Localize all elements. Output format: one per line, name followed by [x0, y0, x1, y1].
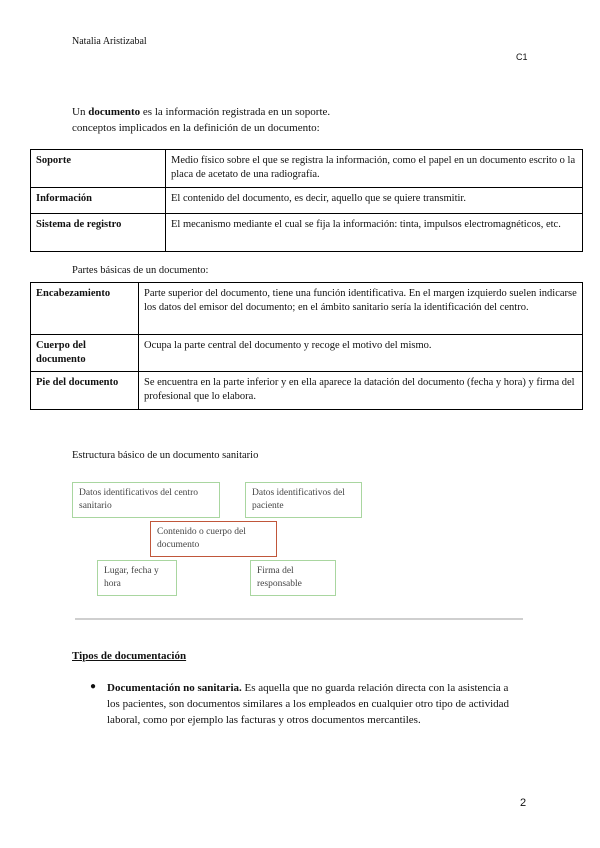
table-row	[31, 372, 583, 410]
term-cell: Encabezamiento	[31, 283, 139, 335]
intro-line-1: Un documento es la información registrada en un soporte.	[72, 106, 331, 118]
table-row	[31, 150, 583, 188]
diagram-box-center-data: Datos identificativos del centro sanitario	[72, 482, 220, 518]
definition-cell: Parte superior del documento, tiene una función identificativa. En el margen izquierdo suelen indicarse los datos del emisor del documento; en el ámbito sanitario sería la identificación del centro.	[139, 283, 583, 335]
diagram-box-patient-data: Datos identificativos del paciente	[245, 482, 362, 518]
horizontal-divider	[75, 618, 523, 620]
section-title: Tipos de documentación	[72, 650, 187, 662]
definition-cell: Medio físico sobre el que se registra la información, como el papel en un documento escrito o la placa de acetato de una radiografía.	[166, 150, 583, 188]
header-author: Natalia Aristizabal	[72, 36, 147, 47]
intro-paragraph	[72, 104, 532, 136]
list-item	[107, 680, 512, 728]
definition-cell: El mecanismo mediante el cual se fija la información: tinta, impulsos electromagnéticos, etc.	[166, 214, 583, 252]
diagram-box-place-date: Lugar, fecha y hora	[97, 560, 177, 596]
table-row	[31, 214, 583, 252]
list-item-text: Es aquella que no guarda relación directa con la asistencia a los pacientes, son documentos similares a los empleados en cualquier otro tipo de actividad laboral, como por ejemplo las facturas y otros documentos mercantiles.	[107, 682, 510, 726]
intro-line-2: conceptos implicados en la definición de un documento:	[72, 122, 320, 134]
bullet-icon: ●	[90, 681, 97, 692]
header-code: C1	[516, 52, 528, 62]
term-cell: Pie del documento	[31, 372, 139, 410]
table-row	[31, 335, 583, 372]
intro-keyword: documento	[88, 106, 141, 118]
table-row	[31, 188, 583, 214]
definition-cell: Ocupa la parte central del documento y recoge el motivo del mismo.	[139, 335, 583, 372]
definition-cell: Se encuentra en la parte inferior y en ella aparece la datación del documento (fecha y hora) y firma del profesional que lo elabora.	[139, 372, 583, 410]
diagram-box-signature: Firma del responsable	[250, 560, 336, 596]
diagram-box-content: Contenido o cuerpo del documento	[150, 521, 277, 557]
structure-heading: Estructura básico de un documento sanitario	[72, 450, 259, 461]
parts-table	[30, 282, 583, 410]
term-cell: Información	[31, 188, 166, 214]
term-cell: Cuerpo del documento	[31, 335, 139, 372]
concepts-table	[30, 149, 583, 252]
list-item-title: Documentación no sanitaria.	[107, 682, 242, 694]
page-number: 2	[520, 797, 527, 809]
definition-cell: El contenido del documento, es decir, aquello que se quiere transmitir.	[166, 188, 583, 214]
term-cell: Sistema de registro	[31, 214, 166, 252]
term-cell: Soporte	[31, 150, 166, 188]
table-row	[31, 283, 583, 335]
parts-heading: Partes básicas de un documento:	[72, 265, 209, 276]
